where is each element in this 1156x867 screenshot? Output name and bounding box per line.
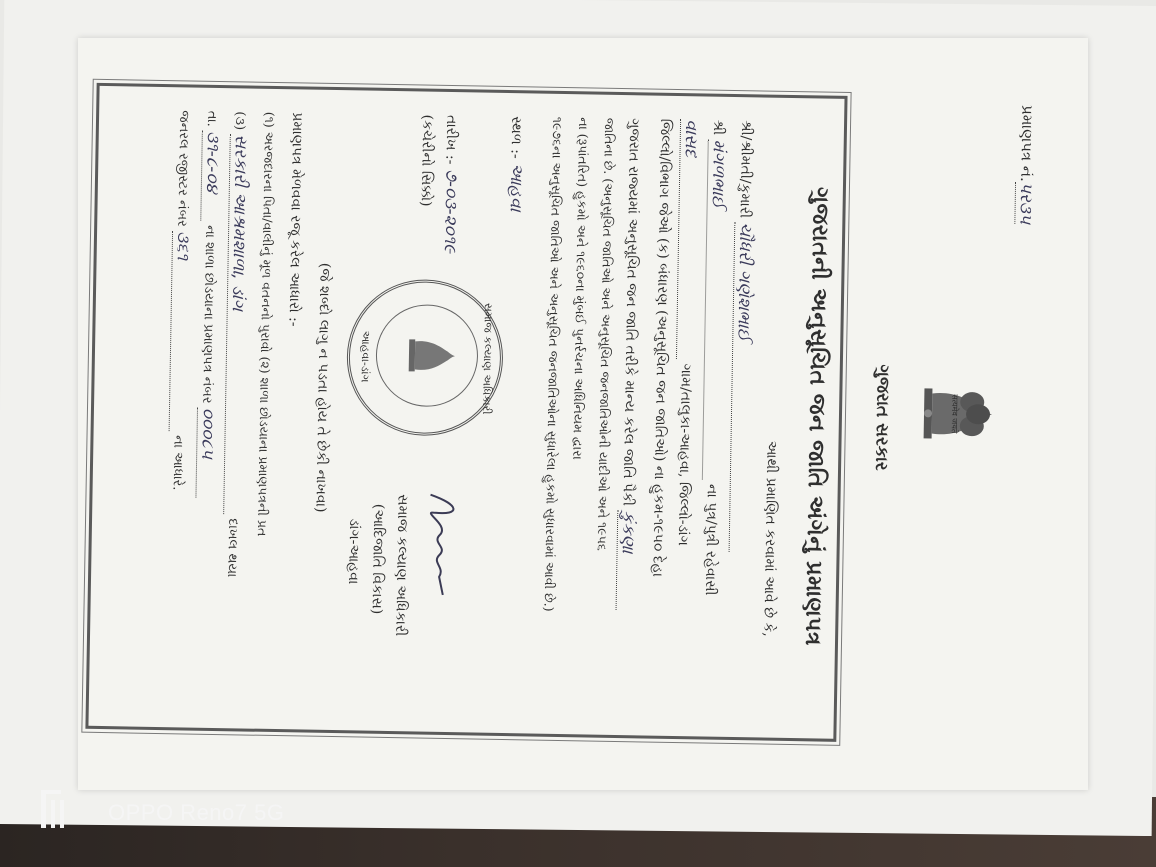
tribe-line-text: ગુજરાત રાજ્યમાં અનુસૂચિત જન જાતિ તરીકે માન્ય કરેલ જાતિ પૈકી: [619, 118, 643, 507]
name-label: શ્રી/શ્રીમતી/કુમારી: [736, 120, 755, 219]
basis-item-1: (૧) અરજદારના પિતા/વાલીનું મૂળ વતનનો પુરાવો (૨) શાળા છોડયાના પ્રમાણપત્રની પ્રત: [254, 111, 278, 537]
certify-line: આથી પ્રમાણિત કરવામાં આવે છે કે,: [760, 440, 780, 637]
officer-place: ડાંગ-આહવા: [344, 518, 363, 585]
certificate-document: [76, 69, 1048, 756]
seal-bottom-text: આહવા-ડાંગ: [358, 330, 373, 383]
register-suffix: ના આધારે.: [169, 434, 186, 491]
seal-inner-ring: [375, 304, 479, 408]
place-value: આહવા: [505, 162, 527, 212]
camera-watermark-text: OPPO Reno7 5G: [108, 800, 285, 825]
schedule-line-3: ૧૯૭૬ના અનુસૂચિત જાતિઓ અને અનુસૂચિત જનજાતિઓના સુધારેલા હુકમો સુધારવામાં આવી છે.): [541, 116, 566, 612]
schedule-line-2: ના (રૂપાંતરિત) હુકમો અને ૧૯૬૦ના મુંબઈ પુનર્રચના અધિનિયમ દ્વારા: [570, 117, 592, 460]
order-line: જિલ્લો/વિભાગ જેઓ (ક) બંધારણ (અનુસૂચિત જન જાતિઓ) ના હુકમ-૧૯૫૦ દેહા: [649, 118, 674, 578]
emblem-caption: सत्यमेव जयते: [949, 394, 960, 434]
officer-department: (આદિજાતિ વિકાસ): [368, 503, 387, 615]
certificate-number: [1014, 105, 1037, 224]
certificate-number-label: પ્રમાણપત્ર નં.: [1017, 104, 1037, 182]
date-line: [440, 115, 462, 253]
strike-note: (જે શબ્દો લાગુ ન પડતા હોય તે છેકી નાખવા): [312, 262, 333, 513]
seal-emblem-icon: [376, 305, 478, 407]
date-label: તારીખ :-: [442, 114, 460, 165]
basis-heading: પ્રમાણપત્ર મેળવવા રજૂ કરેલ આધારો :-: [285, 112, 306, 327]
government-header: ગુજરાત સરકાર: [871, 364, 893, 471]
place-label: સ્થળ :-: [507, 116, 525, 159]
certificate-title: ગુજરાતની અનુસૂચિત જન જાતિ અંગેનું પ્રમાણપત્ર: [799, 186, 834, 647]
officer-title: સમાજ કલ્યાણ અધિકારી: [392, 494, 411, 637]
basis-item-2-suffix: દાખલ થયા: [224, 518, 241, 578]
office-seal-label: (કચેરીનો સિક્કો): [417, 114, 436, 207]
basis-item-2-prefix: (૩): [231, 111, 248, 131]
seal-top-text: સમાજ કલ્યાણ અધિકારી: [479, 302, 495, 415]
parent-value: મંગળભાઈ: [702, 139, 729, 479]
basis-item-3-date: ૩૧-૮-૦૪: [200, 131, 223, 221]
date-value: ૭-૦૩-૨૦૧૯: [439, 168, 462, 254]
register-value: ૩૬૧: [169, 231, 193, 431]
village-suffix: ગામ/તાલુકા-આહવા, જિલ્લો-ડાંગ: [674, 363, 694, 546]
name-value: ચૌધરી ગણેશભાઈ: [729, 222, 756, 552]
parent-suffix: ના પુત્ર/પુત્રી રહેવાસી: [701, 483, 720, 596]
register-label: જનરલ રજીસ્ટર નંબર: [174, 110, 192, 227]
basis-item-3-number: ૦૦૦૮૫: [195, 407, 218, 497]
village-value: વાસદ: [676, 119, 701, 359]
tribe-value: કુંકણા: [616, 510, 639, 610]
camera-watermark-icon: [38, 788, 68, 830]
office-seal-stamp: [346, 278, 505, 437]
officer-signature: [409, 484, 471, 605]
basis-item-2-value: સરકારી આશ્રમશાળા, ડાંગ: [223, 134, 251, 514]
place-line: [505, 116, 527, 212]
basis-item-3-mid: ના શાળા છોડયાના પ્રમાણપત્ર નંબર: [199, 224, 218, 404]
basis-item-3-prefix: તા.: [203, 110, 220, 127]
parent-label: શ્રી: [709, 119, 727, 136]
schedule-line-1: જાતિના છે. (અનુસૂચિત જાતિઓ અને અનુસૂચિત જનજાતિઓની યાદીઓ અને ૧૯૫૬: [594, 117, 618, 551]
certificate-number-value: પર૩૫: [1015, 181, 1037, 225]
